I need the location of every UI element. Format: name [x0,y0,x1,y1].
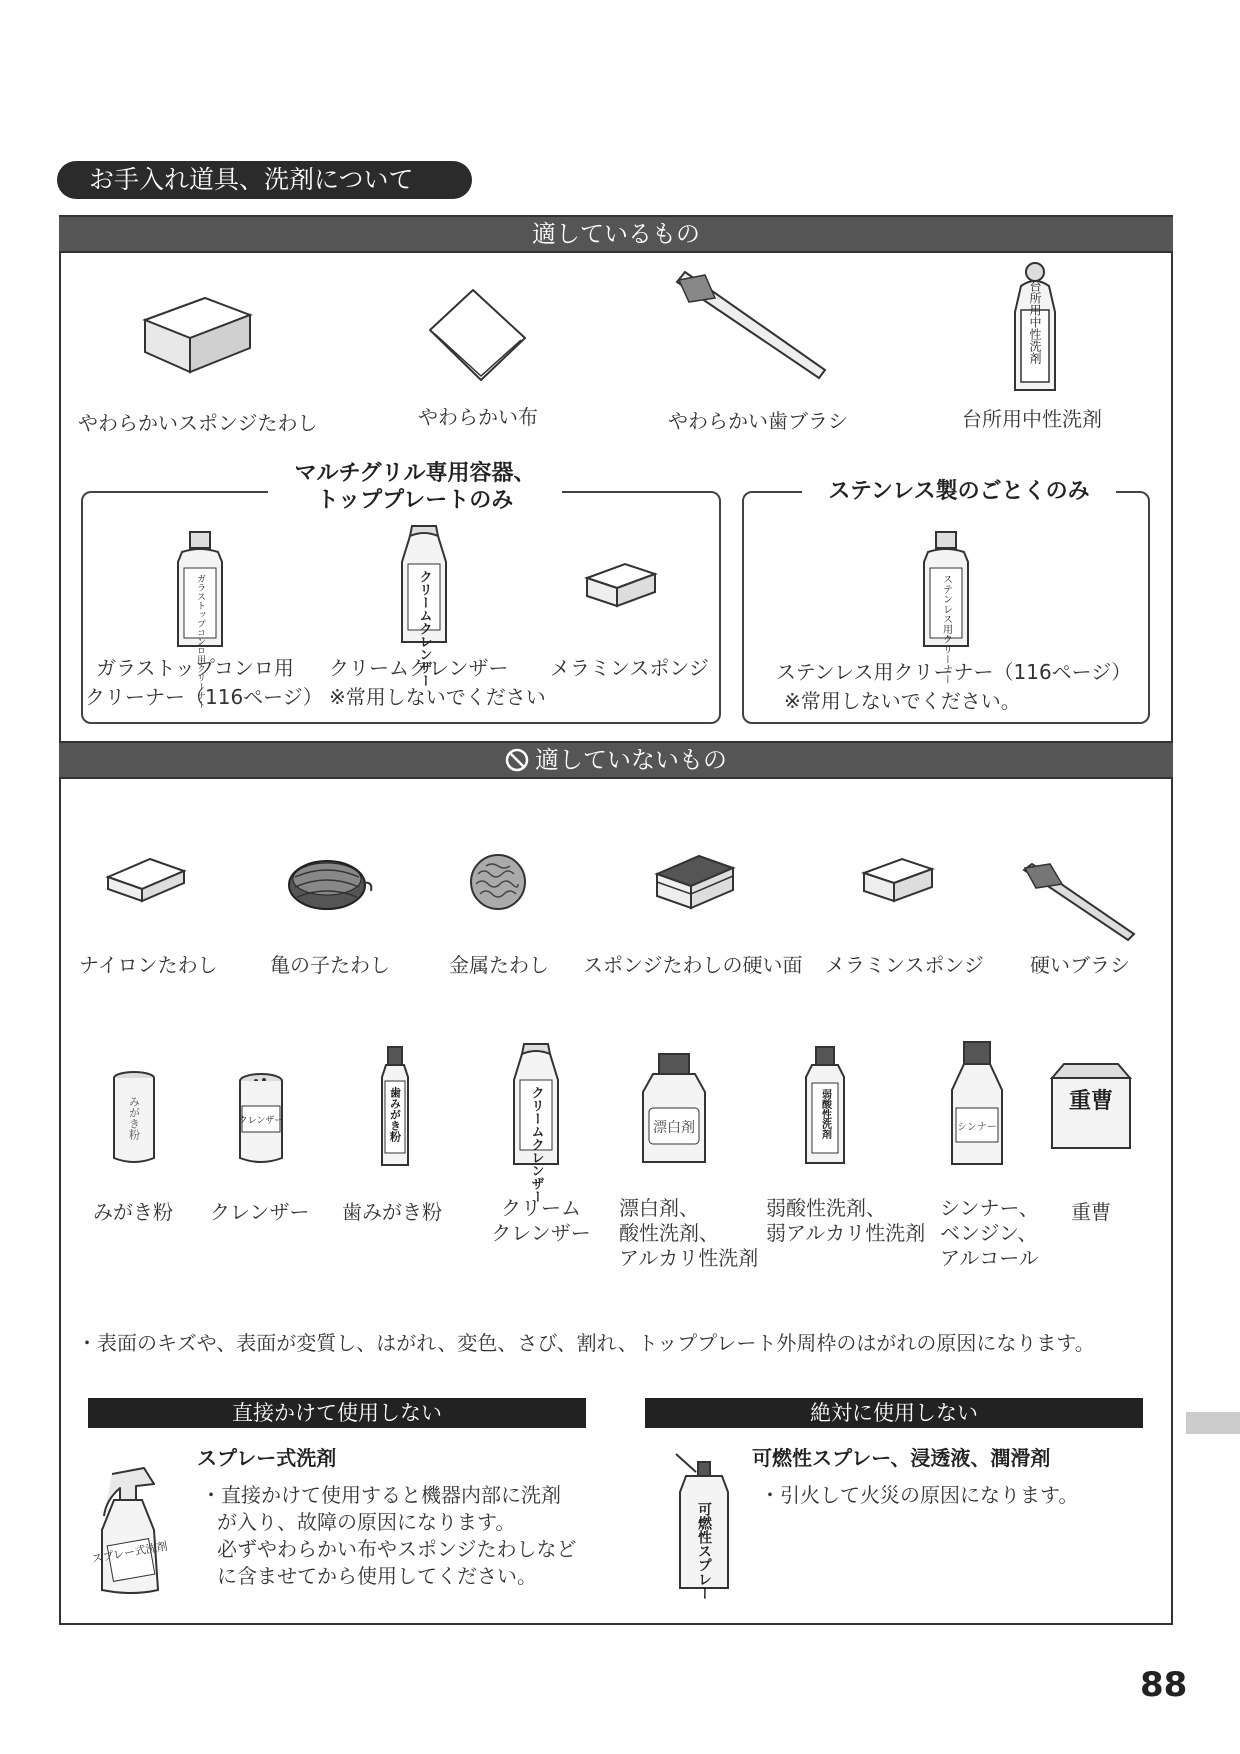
weak-acid-detergent-text: 弱酸性洗剤 [819,1089,831,1139]
side-index-tab [1186,1412,1240,1434]
cleanser-label [210,1196,310,1225]
thinner-bottle-text: シンナー [957,1122,997,1133]
glass-top-cleaner-bottle-text: ガラストップコンロ用クリーナー [195,574,205,709]
cream-cleanser-bottle-icon [396,522,452,687]
spray-detergent-line3: 必ずやわらかい布やスポンジたわしなど [217,1537,577,1561]
polishing-powder-label-line1: みがき粉 [93,1200,173,1224]
soft-toothbrush-label: やわらかい歯ブラシ [668,409,848,433]
cream-cleanser-unsuitable-label [486,1196,596,1246]
melamine-sponge-unsuitable-icon [862,855,934,905]
baking-soda-label [1071,1196,1111,1225]
flammable-spray-heading: 可燃性スプレー、浸透液、潤滑剤 [752,1446,1051,1470]
thinner-label-line3: アルコール [940,1246,1039,1270]
weak-acid-detergent-label [766,1196,925,1246]
cleanser-can-icon [236,1072,286,1166]
bleach-label [619,1196,758,1271]
glass-top-cleaner-label-line2: クリーナー（116ページ） [85,685,323,709]
nylon-scrubber-label: ナイロンたわし [79,953,218,977]
damage-note: ・表面のキズや、表面が変質し、はがれ、変色、さび、割れ、トッププレート外周枠のはがれの原因になります。 [77,1331,1095,1355]
hard-brush-label: 硬いブラシ [1030,953,1130,977]
thinner-bottle-icon [948,1040,1006,1168]
metal-scrubber-label: 金属たわし [449,953,549,977]
toothpaste-powder-label [342,1196,442,1225]
stainless-title: ステンレス製のごとくのみ [802,478,1116,505]
hard-sponge-side-label: スポンジたわしの硬い面 [583,953,803,977]
tawashi-brush-icon [285,855,375,915]
bleach-bottle-icon [641,1052,707,1167]
spray-detergent-line4: に含ませてから使用してください。 [217,1564,537,1588]
cream-cleanser-unsuitable-bottle-icon [508,1040,564,1203]
neutral-detergent-label: 台所用中性洗剤 [962,407,1102,431]
baking-soda-label-line1: 重曹 [1071,1200,1111,1224]
toothpaste-powder-bottle-icon [378,1045,412,1170]
metal-scrubber-icon [468,852,528,912]
thinner-label-line2: ベンジン、 [940,1221,1038,1245]
direct-spray-warning-header: 直接かけて使用しない [88,1398,586,1428]
cleanser-can-text: クレンザー [238,1116,284,1126]
flammable-spray-text [760,1482,1078,1509]
bleach-label-line2: 酸性洗剤、 [619,1221,719,1245]
page-number: 88 [1140,1665,1188,1705]
weak-acid-detergent-label-line2: 弱アルカリ性洗剤 [766,1221,926,1245]
unsuitable-header-label: 適していないもの [535,746,727,774]
soft-sponge-icon [140,290,260,380]
baking-soda-box-text: 重曹 [1068,1089,1114,1114]
bleach-label-line1: 漂白剤、 [619,1196,699,1220]
hard-sponge-side-icon [655,852,735,912]
soft-cloth-label: やわらかい布 [418,405,538,429]
glass-top-cleaner-label [85,652,323,710]
cream-cleanser-label-line2: ※常用しないでください [329,685,546,709]
stainless-cleaner-bottle-icon [918,530,974,684]
spray-detergent-line2: が入り、故障の原因になります。 [217,1510,516,1534]
toothpaste-powder-text: 歯みがき粉 [388,1087,402,1142]
polishing-powder-icon [110,1070,158,1166]
soft-sponge-label: やわらかいスポンジたわし [78,411,318,435]
polishing-powder-text: みがき粉 [127,1096,141,1140]
multi-grill-title [268,460,562,514]
unsuitable-header [59,741,1173,779]
flammable-spray-can-icon [672,1452,736,1600]
suitable-header [59,215,1173,253]
weak-acid-detergent-bottle-icon [802,1045,848,1167]
bleach-bottle-text: 漂白剤 [653,1120,695,1136]
stainless-cleaner-label [776,656,1131,714]
multi-grill-title-line2: トッププレートのみ [316,488,514,513]
never-use-warning-header: 絶対に使用しない [645,1398,1143,1428]
spray-bottle-icon [90,1460,186,1596]
multi-grill-title-line1: マルチグリル専用容器、 [294,461,536,486]
tawashi-brush-label: 亀の子たわし [270,953,390,977]
spray-detergent-heading: スプレー式洗剤 [197,1446,337,1470]
melamine-sponge-icon [585,560,657,610]
cream-cleanser-label-line1: クリームクレンザー [329,656,509,680]
soft-toothbrush-icon [675,270,835,380]
cream-cleanser-unsuitable-label-line1: クリーム [501,1196,581,1220]
cream-cleanser-unsuitable-text: クリームクレンザー [528,1086,544,1203]
spray-detergent-text [201,1482,577,1590]
melamine-sponge-unsuitable-label: メラミンスポンジ [825,953,984,977]
neutral-detergent-bottle-icon [1005,262,1065,397]
stainless-cleaner-bottle-text: ステンレス用クリーナー [940,574,952,684]
section-title: お手入れ道具、洗剤について [57,161,472,199]
cream-cleanser-unsuitable-label-line2: クレンザー [491,1221,591,1245]
cleanser-label-line1: クレンザー [210,1200,310,1224]
stainless-cleaner-label-line1: ステンレス用クリーナー（116ページ） [776,660,1132,684]
glass-top-cleaner-bottle-icon [172,530,228,709]
baking-soda-box-icon [1050,1062,1132,1152]
bleach-label-line3: アルカリ性洗剤 [619,1246,759,1270]
spray-detergent-line1: ・直接かけて使用すると機器内部に洗剤 [201,1483,561,1507]
soft-cloth-icon [425,290,535,390]
cream-cleanser-label [329,652,546,710]
neutral-detergent-bottle-text: 台所用中性洗剤 [1028,280,1042,364]
toothpaste-powder-label-line1: 歯みがき粉 [342,1200,442,1224]
thinner-label [940,1196,1039,1271]
cream-cleanser-bottle-text: クリームクレンザー [416,570,432,687]
hard-brush-icon [1022,862,1137,942]
glass-top-cleaner-label-line1: ガラストップコンロ用 [96,656,294,680]
polishing-powder-label [93,1196,173,1225]
thinner-label-line1: シンナー、 [940,1196,1039,1220]
stainless-cleaner-label-line2: ※常用しないでください。 [784,689,1021,713]
suitable-header-label: 適しているもの [532,220,700,248]
melamine-sponge-label: メラミンスポンジ [550,656,709,680]
nylon-scrubber-icon [106,855,186,905]
spray-bottle-text: スプレー式洗剤 [90,1539,169,1566]
prohibited-icon [505,748,529,772]
weak-acid-detergent-label-line1: 弱酸性洗剤、 [766,1196,886,1220]
flammable-spray-line1: ・引火して火災の原因になります。 [760,1483,1079,1507]
flammable-spray-can-text: 可燃性スプレー [696,1502,712,1600]
